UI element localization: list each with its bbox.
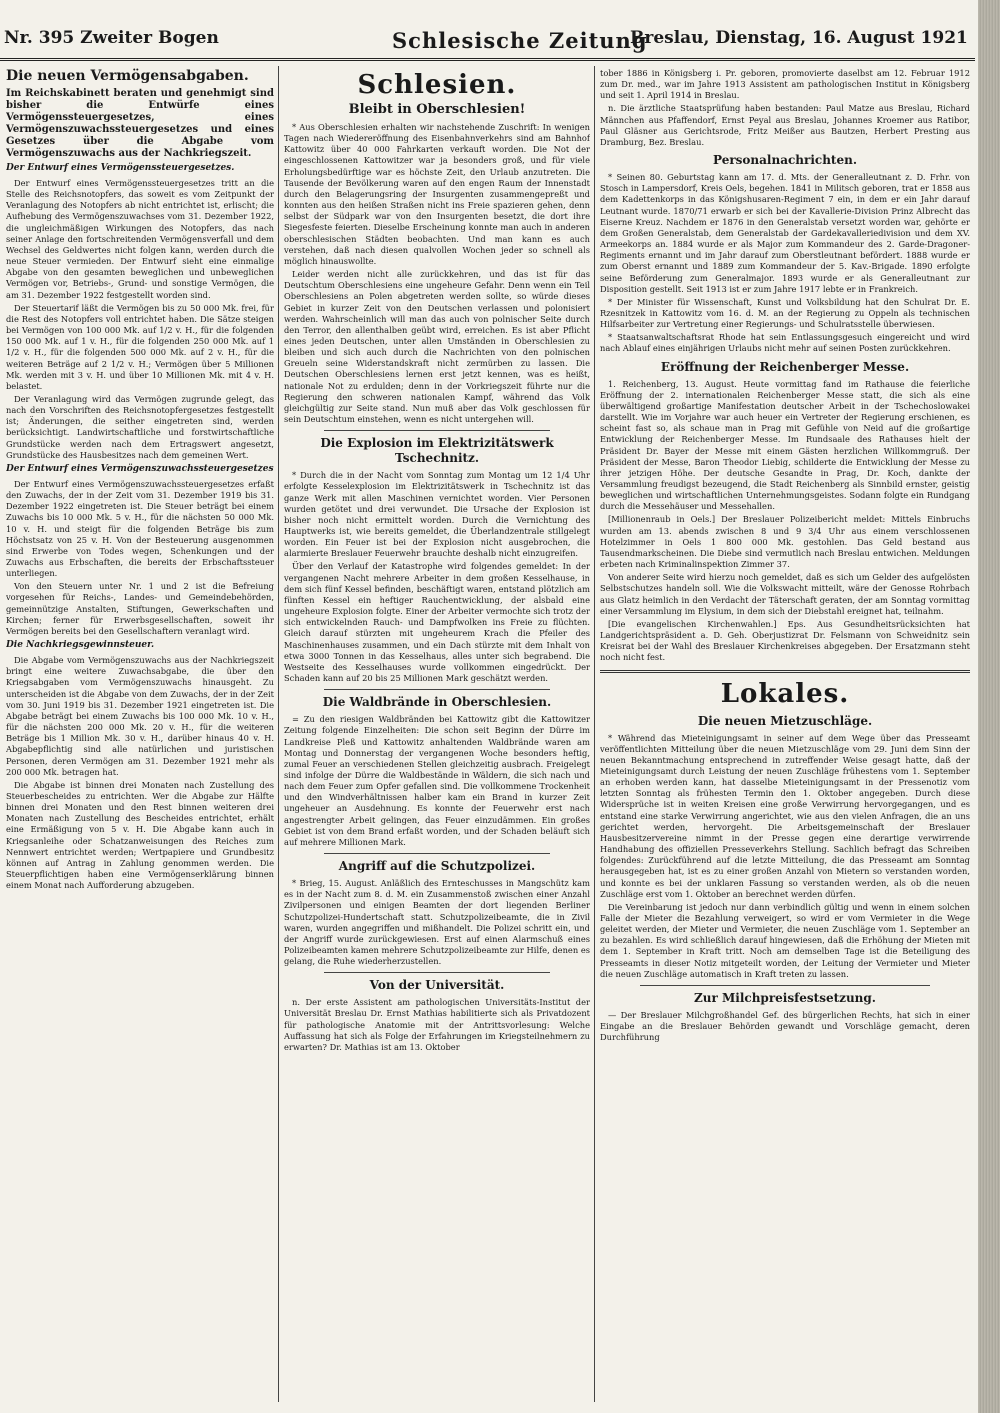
paragraph: Der Entwurf eines Vermögenssteuergesetzes tritt an die Stelle des Reichsnotopfers, das soweit es vom Zeitpunkt der Veranlagung des Notopfers ab nicht entrichtet ist, erlischt; die Aufhebung des Vermögenszuwachses vom 31. Dezember 1922, die ungleichmäßigen Wirkungen des Notopfers, das nach seiner Anlage den fortschreitenden Vermögensverfall und dem Wechsel des Geldwertes nicht folgen kann, werden durch die neue Steuer vermieden. Der Entwurf sieht eine einmalige Abgabe von den gesamten beweglichen und unbeweglichen Vermögen vor, Betriebs-, Grund- und sonstige Vermögen, die am 31. Dezember 1922 festgestellt worden sind. <box>6 178 274 300</box>
paragraph: Die Vereinbarung ist jedoch nur dann verbindlich gültig und wenn in einem solchen Falle der Mieter die Bezahlung verweigert, so wird er vom Vermieter in die Wege geleitet werden, der Mieter und Vermieter, die neuen Zuschläge vom 1. September an zu bezahlen. Es wird schließlich darauf hingewiesen, daß die Erhöhung der Mieten mit dem 1. September in Kraft tritt. Noch am demselben Tage ist die Beteiligung des Presseamts in dieser Notiz mitgeteilt worden, der Leitung der Vermieter und Mieter die neuen Zuschläge automatisch in Kraft treten zu lassen. <box>600 901 970 979</box>
section-heading: Schlesien. <box>357 70 517 100</box>
separator <box>324 853 550 854</box>
article-heading: Die neuen Vermögensabgaben. <box>6 68 249 84</box>
subheading: Zur Milchpreisfestsetzung. <box>694 990 876 1005</box>
subheading: Der Entwurf eines Vermögenssteuergesetzes. <box>6 163 235 173</box>
paragraph: * Brieg, 15. August. Anläßlich des Ernteschusses in Mangschütz kam es in der Nacht zum 8. d. M. ein Zusammenstoß zwischen einer Anzahl Zivilpersonen und einigen Beamten der dort liegenden Berliner Schutzpolizei-Hundertschaft statt. Schutzpolizeibeamte, die in Zivil waren, wurden angegriffen und mißhandelt. Die Polizei schritt ein, und der Angriff wurde zurückgewiesen. Erst auf einen Alarmschuß eines Polizeibeamten kamen mehrere Schutzpolizeibeamte zur Hilfe, denen es gelang, die Ruhe wiederherzustellen. <box>284 878 590 967</box>
paragraph: n. Der erste Assistent am pathologischen Universitäts-Institut der Universität Breslau Dr. Ernst Mathias habilitierte sich als Privatdozent für pathologische Anatomie mit der Antrittsvorlesung: Welche Auffassung hat sich als Folge der Erfahrungen im Kriegsteilnehmern zu erwarten? Dr. Mathias ist am 13. Oktober <box>284 997 590 1052</box>
paragraph: [Millionenraub in Oels.] Der Breslauer Polizeibericht meldet: Mittels Einbruchs wurden am 13. abends zwischen 8 und 9 3/4 Uhr aus einem verschlossenen Hotelzimmer in Oels 1 800 000 Mk. gestohlen. Das Geld bestand aus Tausendmarkscheinen. Die Diebe sind vermutlich nach Breslau entwichen. Meldungen erbeten nach Kriminalinspektion Zimmer 37. <box>600 514 970 570</box>
issue-date: Breslau, Dienstag, 16. August 1921 <box>630 28 968 48</box>
paragraph: [Die evangelischen Kirchenwahlen.] Eps. Aus Gesundheitsrücksichten hat Landgerichtspräsident a. D. Geh. Oberjustizrat Dr. Felsmann von Schweidnitz sein Kreisrat bei der Wahl des Breslauer Kirchenkreises abgegeben. Der Ersatzmann steht noch nicht fest. <box>600 618 970 663</box>
separator <box>600 670 970 673</box>
section-heading: Lokales. <box>720 678 850 709</box>
paragraph: Von den Steuern unter Nr. 1 und 2 ist die Befreiung vorgesehen für Reichs-, Landes- und Gemeindebehörden, gemeinnützige Anstalten, Stiftungen, Gewerkschaften und Kirchen; ferner für Erwerbsgesellschaften, soweit ihr Vermögen bereits bei den Gesellschaftern veranlagt wird. <box>6 581 274 636</box>
subheading: Angriff auf die Schutzpolizei. <box>338 859 536 874</box>
subheading: Von der Universität. <box>369 978 505 993</box>
subheading: Die Waldbrände in Oberschlesien. <box>322 695 552 710</box>
paragraph: Die Abgabe ist binnen drei Monaten nach Zustellung des Steuerbescheides zu entrichten. Wer die Abgabe zur Hälfte binnen drei Monaten und den Rest binnen weiteren drei Monaten nach Zustellung des Bescheides entrichtet, erhält eine Ermäßigung von 5 v. H. Die Abgabe kann auch in Kriegsanleihe oder Schatzanweisungen des Reiches zum Nennwert entrichtet werden; Wertpapiere und Grundbesitz können auf Antrag in Zahlung genommen werden. Die Steuerpflichtigen haben eine Vermögenserklärung binnen einem Monat nach Aufforderung abzugeben. <box>6 779 274 891</box>
separator <box>324 689 550 690</box>
subheading: Die Explosion im Elektrizitätswerk Tschechnitz. <box>320 436 554 466</box>
column-rule <box>278 66 279 1402</box>
paragraph: Leider werden nicht alle zurückkehren, und das ist für das Deutschtum Oberschlesiens eine ungeheure Gefahr. Denn wenn ein Teil Oberschlesiens an Polen abgetreten werden sollte, so würde dieses Gebiet in kurzer Zeit von den Deutschen verlassen und polonisiert werden. Wahrscheinlich will man das auch von polnischer Seite durch den Terror, den allenthalben geübt wird, erreichen. Es ist aber Pflicht eines jeden Deutschen, unter allen Umständen in Oberschlesien zu bleiben und sich auch durch die Nachrichten von den polnischen Greueln seine Widerstandskraft nicht zermürben zu lassen. Die Deutschen Oberschlesiens lernen erst jetzt kennen, was es heißt, nationale Not zu erdulden; denn in der Vorkriegszeit führte nur die Regierung den schweren nationalen Kampf, während das Volk gleichgültig zur Seite stand. Nun muß aber das Volk geschlossen für sein Deutschtum einstehen, wenn es nicht untergehen will. <box>284 269 590 425</box>
subheading: Personalnachrichten. <box>713 153 857 168</box>
subheading: Die Nachkriegsgewinnsteuer. <box>6 640 155 651</box>
paragraph: Der Steuertarif läßt die Vermögen bis zu 50 000 Mk. frei, für die Rest des Notopfers voll entrichtet haben. Die Sätze steigen bei Vermögen von 100 000 Mk. auf 1/2 v. H., für die folgenden 150 000 Mk. auf 1 v. H., für die folgenden 250 000 Mk. auf 1 1/2 v. H., für die folgenden 500 000 Mk. auf 2 v. H., für die weiteren Beträge auf 2 1/2 v. H.; Vermögen über 5 Millionen Mk. werden mit 3 v. H. und über 10 Millionen Mk. mit 4 v. H. belastet. <box>6 302 274 391</box>
paragraph: Der Veranlagung wird das Vermögen zugrunde gelegt, das nach den Vorschriften des Reichsnotopfergesetzes festgestellt ist; Änderungen, die seither eingetreten sind, werden berücksichtigt. Landwirtschaftliche und forstwirtschaftliche Grundstücke werden nach dem Ertragswert angesetzt, Grundstücke des Hausbesitzes nach dem gemeinen Wert. <box>6 393 274 460</box>
paragraph: * Durch die in der Nacht vom Sonntag zum Montag um 12 1/4 Uhr erfolgte Kesselexplosion im Elektrizitätswerk in Tschechnitz ist das ganze Werk mit allen Maschinen vernichtet worden. Vier Personen wurden getötet und drei verwundet. Die Ursache der Explosion ist bisher noch nicht ermittelt worden. Durch die Vernichtung des Hauptwerks ist, wie bereits gemeldet, die Überlandzentrale stillgelegt worden. Ein Feuer ist bei der Explosion nicht ausgebrochen, die alarmierte Breslauer Feuerwehr brauchte deshalb nicht einzugreifen. <box>284 470 590 559</box>
paragraph: * Aus Oberschlesien erhalten wir nachstehende Zuschrift: In wenigen Tagen nach Wiedereröffnung des Eisenbahnverkehrs sind am Bahnhof Kattowitz über 40 000 Fahrkarten verkauft worden. Die Not der eingeschlossenen Kattowitzer war ja besonders groß, und für viele Erholungsbedürftige war es höchste Zeit, den Urlaub anzutreten. Die Tausende der Bevölkerung waren auf den engen Raum der Innenstadt durch den Belagerungsring der Insurgenten zusammengepreßt und konnten aus den heißen Straßen nicht ins Freie spazieren gehen, denn selbst der Südpark war von den Insurgenten besetzt, die dort ihre Siegesfeste feierten. Dieselbe Erscheinung konnte man auch in anderen oberschlesischen Städten beobachten. Und man kann es auch verstehen, daß nach diesen qualvollen Wochen jeder so schnell als möglich hinauswollte. <box>284 122 590 266</box>
newspaper-title: Schlesische Zeitung <box>392 28 648 53</box>
paragraph: tober 1886 in Königsberg i. Pr. geboren, promovierte daselbst am 12. Februar 1912 zum Dr. med., war im Jahre 1913 Assistent am pathologischen Institut in Königsberg und seit 1. April 1914 in Breslau. <box>600 68 970 101</box>
article-lead: Im Reichskabinett beraten und genehmigt sind bisher die Entwürfe eines Vermögenssteuergesetzes, eines Vermögenszuwachssteuergesetzes und eines Gesetzes über die Abgabe vom Vermögenszuwachs aus der Nachkriegszeit. <box>6 88 274 159</box>
paragraph: 1. Reichenberg, 13. August. Heute vormittag fand im Rathause die feierliche Eröffnung der 2. internationalen Reichenberger Messe statt, die sich als eine überwältigend großartige Manifestation deutscher Arbeit in der Tschechoslowakei darstellt. Wie im Vorjahre war auch heuer ein Vertreter der Regierung erschienen, es scheint fast so, als schaue man in Prag mit Gefühle von Neid auf die großartige Entwicklung der Reichenberger Messe. Im Rundsaale des Rathauses hielt der Präsident Dr. Bayer der Messe mit einem Gästen herzlichen Willkommgruß. Der Präsident der Messe, Baron Theodor Liebig, schilderte die Entwicklung der Messe zu ihrer jetzigen Höhe. Der deutsche Gesandte in Prag, Dr. Koch, dankte der Versammlung freudigst bezeugend, die Stadt Reichenberg als Sinnbild ernster, geistig beweglichen und wirtschaftlichen Unternehmungsgeistes. Sodann folgte ein Rundgang durch die Messehäuser und Messehallen. <box>600 378 970 512</box>
column-1 <box>6 68 274 1398</box>
subheading: Die neuen Mietzuschläge. <box>697 713 873 728</box>
subheading: Bleibt in Oberschlesien! <box>348 102 526 117</box>
paragraph: * Während das Mieteinigungsamt in seiner auf dem Wege über das Presseamt veröffentlichten Mitteilung über die neuen Mietzuschläge vom 29. Juni dem Sinn der neuen Bekanntmachung entsprechend in zutreffender Weise gesagt hatte, daß der Mieteinigungsamt durch Leistung der neuen Zuschläge frühestens vom 1. September an erhoben werden kann, hat dasselbe Mieteinigungsamt in der Pressenotiz vom letzten Sonntag als frühesten Termin den 1. Oktober angegeben. Durch diese Widersprüche ist in weiten Kreisen eine große Verwirrung hervorgegangen, und es entstand eine starke Verwirrung angerichtet, wie aus den vielen Anfragen, die an uns gerichtet werden, hervorgeht. Die Arbeitsgemeinschaft der Breslauer Hausbesitzervereine nimmt in der Presse gegen eine derartige verwirrende Handhabung des offiziellen Presseverkehrs Stellung. Sachlich befragt das Schreiben folgendes: Zurückführend auf die letzte Mitteilung, die das Presseamt am Sonntag herausgegeben hat, ist es zu einer großen Anzahl von Mietern so verstanden worden, und konnte es bei der unklaren Fassung so verstanden werden, als ob die neuen Zuschläge erst vom 1. Oktober an berechnet werden dürfen. <box>600 732 970 899</box>
paragraph: n. Die ärztliche Staatsprüfung haben bestanden: Paul Matze aus Breslau, Richard Männchen aus Pfaffendorf, Ernst Peyal aus Breslau, Johannes Kroemer aus Ratibor, Paul Gläsner aus Gerichtsrode, Fritz Meißer aus Bautzen, Herbert Presting aus Dramburg, Bez. Breslau. <box>600 103 970 147</box>
masthead <box>0 22 975 61</box>
paragraph: Von anderer Seite wird hierzu noch gemeldet, daß es sich um Gelder des aufgelösten Selbstschutzes handeln soll. Wie die Volkswacht mitteilt, wäre der Genosse Rohrbach aus Glatz heimlich in den Verdacht der Täterschaft geraten, der am Sonntag vormittag einer Versammlung im Elysium, in dem sich der Diebstahl ereignet hat, teilnahm. <box>600 572 970 616</box>
column-rule <box>594 66 595 1402</box>
paragraph: Über den Verlauf der Katastrophe wird folgendes gemeldet: In der vergangenen Nacht mehrere Arbeiter in dem großen Kesselhause, in dem sich fünf Kessel befinden, beschäftigt waren, entstand plötzlich am fünften Kessel ein heftiger Rauchentwicklung, der alsbald eine ungeheure Explosion folgte. Einer der Arbeiter vermochte sich trotz der sich entwickelnden Rauch- und Dampfwolken ins Freie zu flüchten. Gleich darauf stürzten mit ungeheurem Krach die Pfeiler des Maschinenhauses zusammen, und ein Dach stürzte mit dem Inhalt von etwa 3000 Tonnen in das Kesselhaus, alles unter sich begrabend. Die Westseite des Kesselhauses wurde vollkommen eingedrückt. Der Schaden kann auf 20 bis 25 Millionen Mark geschätzt werden. <box>284 561 590 684</box>
paragraph: = Zu den riesigen Waldbränden bei Kattowitz gibt die Kattowitzer Zeitung folgende Einzelheiten: Die schon seit Beginn der Dürre im Landkreise Pleß und Kattowitz anhaltenden Waldbrände waren am Montag und Donnerstag der vergangenen Woche besonders heftig, zumal Feuer an verschiedenen Stellen gleichzeitig ausbrach. Freigelegt sind infolge der Dürre die Waldbestände in Wäldern, die sich nach und nach dem Feuer zum Opfer gefallen sind. Die vollkommene Trockenheit und den Windverhältnissen halber kam ein Brand in kurzer Zeit ungeheuer an Ausdehnung. Es konnte der Feuerwehr erst nach angestrengter Arbeit gelingen, das Feuer einzudämmen. Ein großes Gebiet ist von dem Brand erfaßt worden, und der Schaden beläuft sich auf mehrere Millionen Mark. <box>284 714 590 847</box>
paragraph: Der Entwurf eines Vermögenszuwachssteuergesetzes erfaßt den Zuwachs, der in der Zeit vom 31. Dezember 1919 bis 31. Dezember 1922 eingetreten ist. Die Steuer beträgt bei einem Zuwachs bis 10 000 Mk. 5 v. H., für die nächsten 50 000 Mk. 10 v. H. und steigt für die folgenden Beträge bis zum Höchstsatz von 25 v. H. Von der Besteuerung ausgenommen sind Erwerbe von Todes wegen, Schenkungen und der Zuwachs aus Erbschaften, die bereits der Erbschaftssteuer unterliegen. <box>6 478 274 579</box>
separator <box>324 430 550 431</box>
separator <box>324 972 550 973</box>
paragraph: — Der Breslauer Milchgroßhandel Gef. des bürgerlichen Rechts, hat sich in einer Eingabe an die Breslauer Behörden gewandt und Vorschläge gemacht, deren Durchführung <box>600 1009 970 1043</box>
column-3 <box>600 68 970 1398</box>
column-2 <box>284 68 590 1398</box>
paragraph: * Der Minister für Wissenschaft, Kunst und Volksbildung hat den Schulrat Dr. E. Rzesnitzek in Kattowitz vom 16. d. M. an der Regierung zu Oppeln als technischen Hilfsarbeiter zur Vertretung einer Regierungs- und Schulratsstelle überwiesen. <box>600 296 970 330</box>
paragraph: Die Abgabe vom Vermögenszuwachs aus der Nachkriegszeit bringt eine weitere Zuwachsabgabe, die über den Kriegsabgaben vom Vermögenszuwachs hinausgeht. Zu unterscheiden ist die Abgabe von dem Zuwachs, der in der Zeit vom 30. Juni 1919 bis 31. Dezember 1921 eingetreten ist. Die Abgabe beträgt bei einem Zuwachs bis 100 000 Mk. 10 v. H., für die nächsten 200 000 Mk. 20 v. H., für die weiteren Beträge bis 1 Million Mk. 30 v. H., darüber hinaus 40 v. H. Abgabepflichtig sind alle natürlichen und juristischen Personen, deren Vermögen am 31. Dezember 1921 mehr als 200 000 Mk. betragen hat. <box>6 655 274 777</box>
subheading: Eröffnung der Reichenberger Messe. <box>660 359 910 374</box>
issue-number: Nr. 395 Zweiter Bogen <box>4 28 219 48</box>
paragraph: * Seinen 80. Geburtstag kann am 17. d. Mts. der Generalleutnant z. D. Frhr. von Stosch in Lampersdorf, Kreis Oels, begehen. 1841 in Militsch geboren, trat er 1858 aus dem Kadettenkorps in das Königshusaren-Regiment 7 ein, in dem er ein Jahr darauf Leutnant wurde. 1870/71 erwarb er sich bei der Kavallerie-Division Prinz Albrecht das Eiserne Kreuz. Nachdem er 1876 in den Generalstab versetzt worden war, gehörte er dem Großen Generalstab, dem Generalstab der Gardekavalleriedivision und dem XV. Armeekorps an. 1884 wurde er als Major zum Kommandeur des 2. Garde-Dragoner-Regiments ernannt und im Jahr darauf zum Oberstleutnant befördert. 1888 wurde er zum Oberst ernannt und 1889 zum Kommandeur der 5. Kav.-Brigade. 1890 erfolgte seine Beförderung zum Generalmajor. 1893 wurde er als Generalleutnant zur Disposition gestellt. Seit 1913 ist er zum Jahre 1917 lebte er in Frankreich. <box>600 172 970 294</box>
separator <box>640 985 930 986</box>
paragraph: * Staatsanwaltschaftsrat Rhode hat sein Entlassungsgesuch eingereicht und wird nach Ablauf eines einjährigen Urlaubs nicht mehr auf seinen Posten zurückkehren. <box>600 332 970 354</box>
page-edge <box>978 0 1000 1413</box>
subheading: Der Entwurf eines Vermögenszuwachssteuergesetzes <box>6 463 274 474</box>
